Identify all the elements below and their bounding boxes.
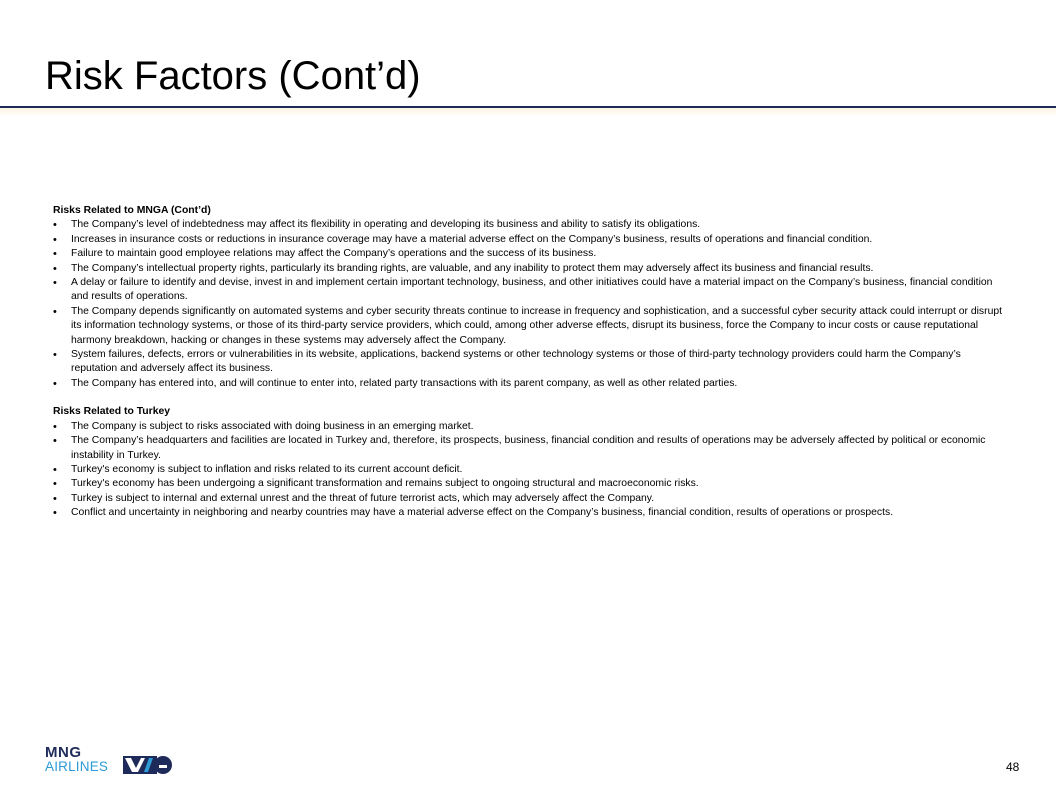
- bullet-item: • The Company is subject to risks associated with doing business in an emerging market.: [53, 420, 1003, 434]
- mng-wing-mark-icon: [123, 755, 173, 775]
- bullet-item: • The Company depends significantly on automated systems and cyber security threats continue to increase in frequency and sophistication, and a successful cyber security attack could interrupt or disrupt its information technology systems, or those of its third-party service providers, which could, among other adverse effects, disrupt its business, force the Company to incur costs or cause reputational harmony breakdown, hacking or changes in these systems may adversely affect the Company.: [53, 305, 1003, 348]
- bullet-list: [53, 420, 1003, 521]
- section-risks-mnga: [53, 204, 1003, 391]
- risk-factors-body: [53, 204, 1003, 521]
- slide-title: Risk Factors (Cont’d): [45, 54, 421, 98]
- bullet-item: • The Company’s level of indebtedness may affect its flexibility in operating and developing its business and ability to satisfy its obligations.: [53, 218, 1003, 232]
- section-heading: Risks Related to Turkey: [53, 406, 171, 418]
- section-risks-turkey: [53, 405, 1003, 520]
- bullet-item: • Turkey's economy has been undergoing a significant transformation and remains subject to ongoing structural and macroeconomic risks.: [53, 477, 1003, 491]
- bullet-item: • Increases in insurance costs or reductions in insurance coverage may have a material adverse effect on the Company’s business, results of operations and financial condition.: [53, 233, 1003, 247]
- section-heading: Risks Related to MNGA (Cont’d): [53, 205, 211, 216]
- bullet-item: • Conflict and uncertainty in neighboring and nearby countries may have a material adverse effect on the Company’s business, financial condition, results of operations or prospects.: [53, 506, 1003, 520]
- logo-wordmark-airlines: AIRLINES: [45, 759, 109, 774]
- logo-wordmark-mng: MNG: [45, 744, 82, 761]
- bullet-item: • The Company has entered into, and will continue to enter into, related party transactions with its parent company, as well as other related parties.: [53, 377, 1003, 391]
- bullet-item: • The Company’s intellectual property rights, particularly its branding rights, are valuable, and any inability to protect them may adversely affect its business and financial results.: [53, 262, 1003, 276]
- bullet-item: • Failure to maintain good employee relations may affect the Company’s operations and the success of its business.: [53, 247, 1003, 261]
- bullet-item: • Turkey is subject to internal and external unrest and the threat of future terrorist acts, which may adversely affect the Company.: [53, 492, 1003, 506]
- mng-airlines-logo: [45, 745, 175, 777]
- title-divider-shadow: [0, 108, 1056, 116]
- page-number: 48: [1006, 760, 1020, 774]
- bullet-item: • System failures, defects, errors or vulnerabilities in its website, applications, backend systems or other technology systems or those of third-party technology providers could harm the Company’s reputation and adversely affect its business.: [53, 348, 1003, 377]
- bullet-list: [53, 218, 1003, 391]
- bullet-item: • The Company’s headquarters and facilities are located in Turkey and, therefore, its prospects, business, financial condition and results of operations may be adversely affected by political or economic instability in Turkey.: [53, 434, 1003, 463]
- bullet-item: • A delay or failure to identify and devise, invest in and implement certain important technology, business, and other initiatives could have a material impact on the Company’s business, financial condition and results of operations.: [53, 276, 1003, 305]
- bullet-item: • Turkey's economy is subject to inflation and risks related to its current account deficit.: [53, 463, 1003, 477]
